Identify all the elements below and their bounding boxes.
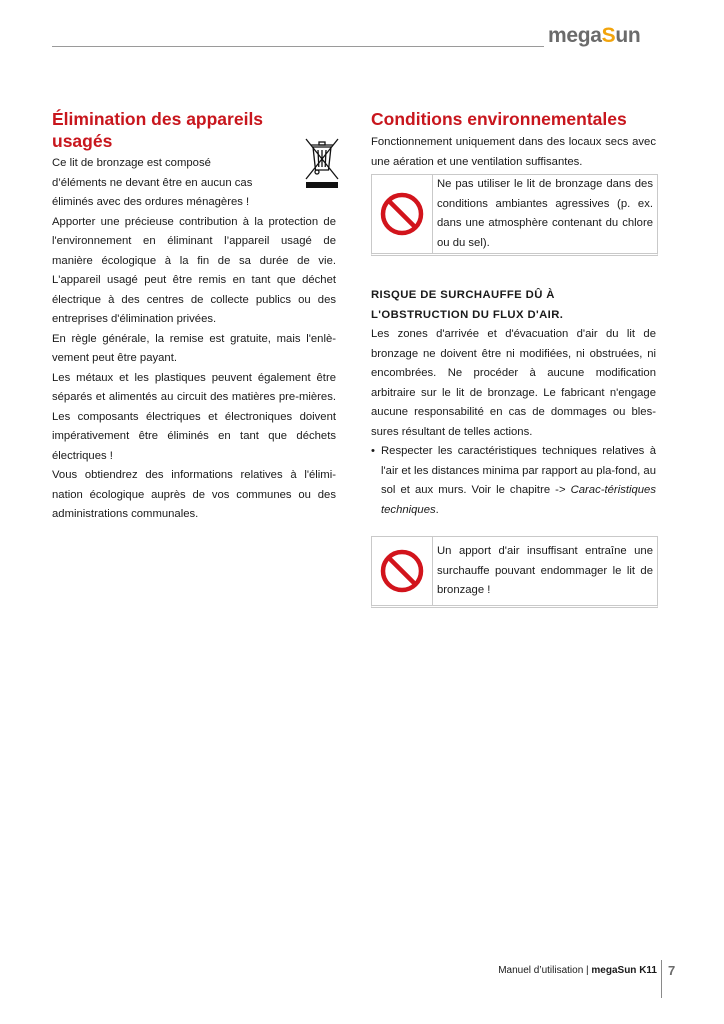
prohibition-icon (380, 549, 424, 593)
environment-section (371, 108, 656, 608)
intro-line: Ce lit de bronzage est composé (52, 157, 211, 169)
intro-line: d’éléments ne devant être en aucun cas (52, 176, 253, 189)
risk-text: Les zones d'arrivée et d'évacuation d'air du lit de bronzage ne doivent être ni modifiées, ni obstruées, ni encombrées. Ne procéder à aucune modification arbitraire sur le lit de bronzage. Le fabricant n'engage aucune responsabilité en cas de dommages ou bles-sures résultant de telles actions. (371, 328, 656, 438)
disposal-paragraph: En règle générale, la remise est gratuite, mais l'enlè-vement peut être payant. (52, 332, 336, 364)
environment-intro: Fonctionnement uniquement dans des locaux secs avec une aération et une ventilation suffisantes. (371, 136, 656, 168)
warning-text: Ne pas utiliser le lit de bronzage dans des conditions ambiantes agressives (p. ex. dans une atmosphère contenant du chlore ou du sel). (437, 178, 653, 249)
list-item: • Respecter les caractéristiques techniques relatives à l'air et les distances minima par rapport au pla-fond, au sol et aux murs. Voir le chapitre -> Carac-téristiques techniques. (371, 442, 656, 520)
header-rule (52, 46, 544, 47)
requirements-list (371, 442, 656, 520)
intro-line: éliminés avec des ordures ménagères ! (52, 196, 250, 208)
disposal-section (52, 108, 336, 525)
warning-box-airflow (371, 536, 658, 608)
prohibition-icon (380, 192, 424, 236)
crossed-out-wheelie-bin-icon (304, 136, 340, 190)
warning-text: Un apport d'air insuffisant entraîne une surchauffe pouvant endommager le lit de bronzage ! (437, 545, 653, 596)
chapter-reference: Carac-téristiques techniques (381, 484, 656, 516)
footer-divider (661, 960, 662, 998)
risk-heading: RISQUE DE SURCHAUFFE DÛ À (371, 289, 555, 301)
page-number: 7 (668, 963, 676, 978)
environment-title: Conditions environnementales (371, 109, 627, 129)
footer-product: megaSun K11 (591, 965, 657, 976)
disposal-paragraph: Apporter une précieuse contribution à la protection de l'environnement en éliminant l’appareil usagé de manière écologique à la fin de sa durée de vie. L'appareil usagé peut être remis en tant que déchet électrique à des centres de collecte publics ou des entreprises d'élimination privées. (52, 215, 336, 325)
footer-manual-label: Manuel d’utilisation | megaSun K11 (498, 965, 657, 976)
disposal-paragraph: Les métaux et les plastiques peuvent également être séparés et alimentés au circuit des matières pre-mières. Les composants électriques et électroniques doivent impérativement être éliminés en tant que déchets électriques ! (52, 371, 336, 462)
risk-heading: L'OBSTRUCTION DU FLUX D'AIR. (371, 308, 564, 321)
disposal-paragraph: Vous obtiendrez des informations relatives à l'élimi-nation écologique auprès de vos communes ou des administrations communales. (52, 469, 336, 520)
megasun-logo: megaSun (548, 24, 641, 47)
disposal-title: Élimination des appareils usagés (52, 109, 264, 151)
warning-box-atmosphere (371, 174, 658, 256)
